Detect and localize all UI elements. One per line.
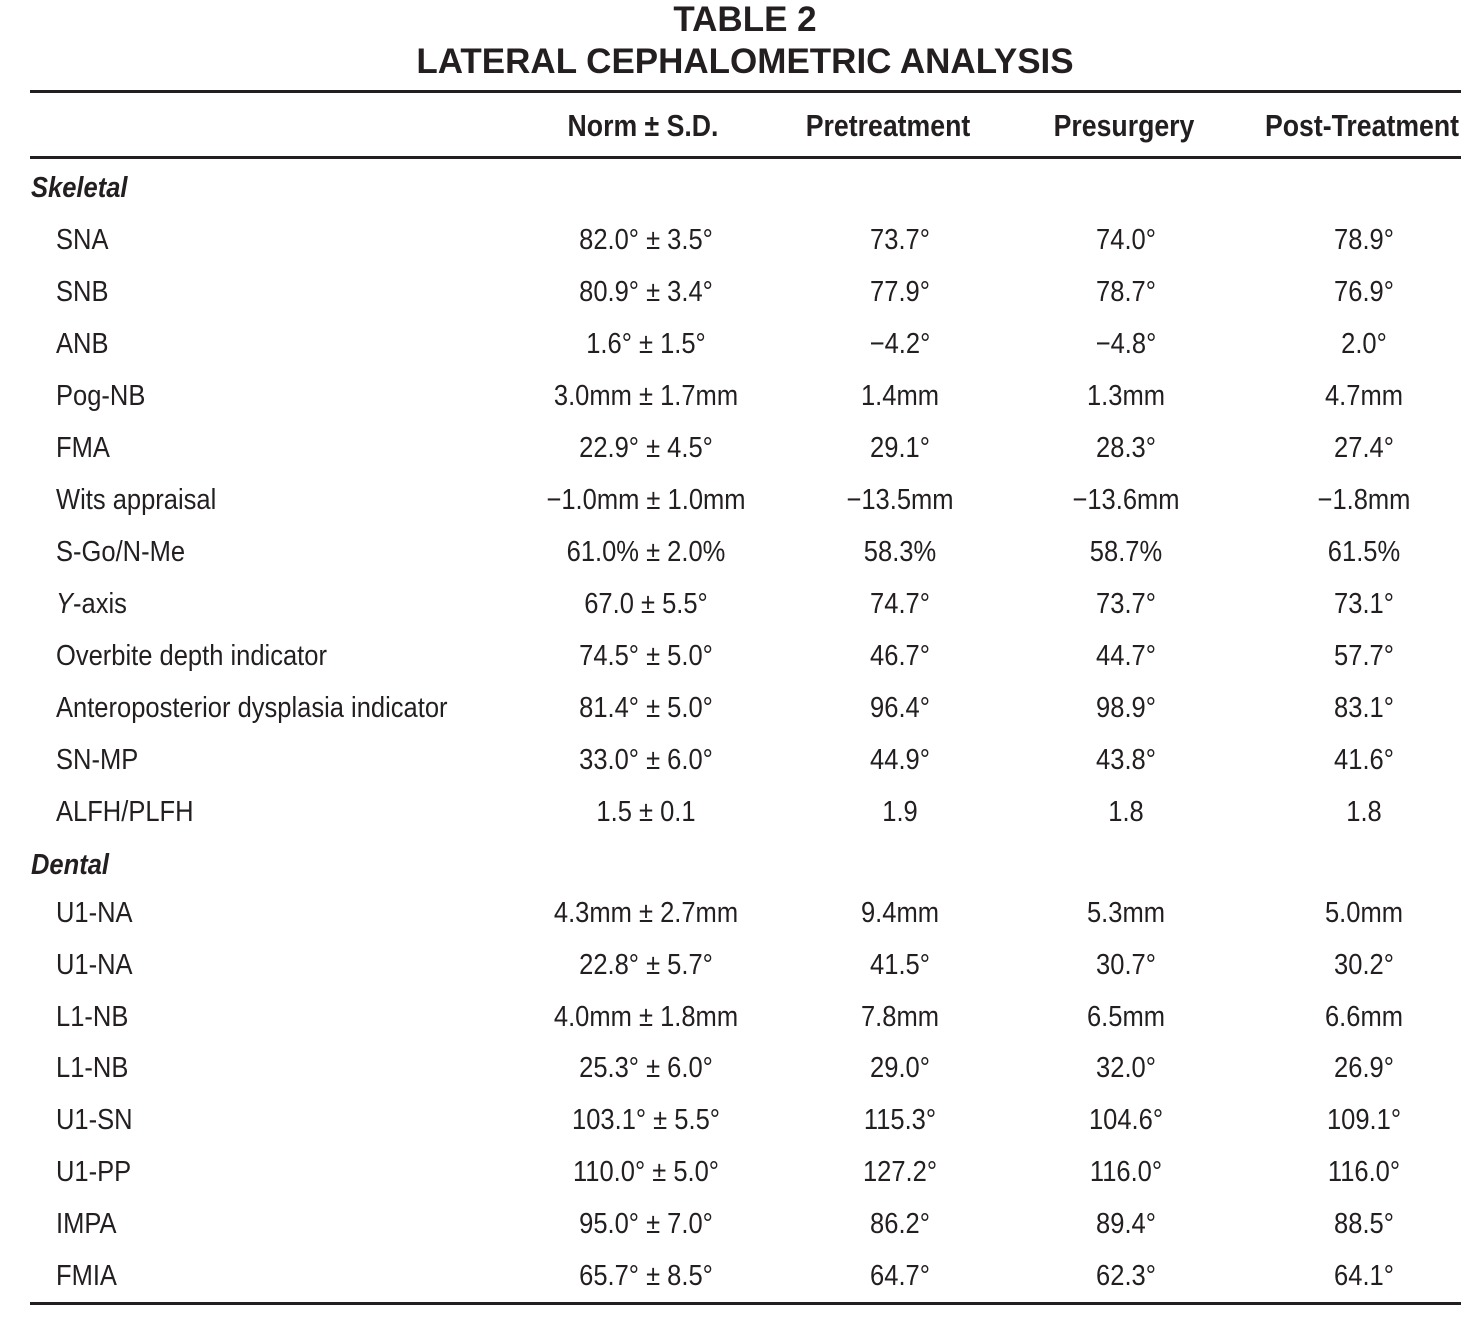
section-heading-dental: Dental	[31, 849, 110, 881]
cell-presurgery: 89.4°	[1096, 1208, 1156, 1240]
row-label: IMPA	[56, 1208, 117, 1240]
column-header-post-treatment: Post-Treatment	[1264, 108, 1460, 143]
cell-post-treatment: 2.0°	[1341, 328, 1387, 360]
row-label: S-Go/N-Me	[56, 536, 186, 568]
cell-presurgery: 32.0°	[1096, 1052, 1156, 1084]
cell-presurgery: −4.8°	[1095, 328, 1157, 360]
table-row	[0, 891, 1470, 935]
cell-presurgery: 30.7°	[1096, 949, 1156, 981]
cell-pretreatment: 1.4mm	[860, 380, 939, 412]
cell-pretreatment: 44.9°	[870, 744, 930, 776]
section-heading-skeletal: Skeletal	[31, 172, 128, 204]
cell-pretreatment: 7.8mm	[860, 1001, 939, 1033]
table-row	[0, 1046, 1470, 1090]
table-row	[0, 686, 1470, 730]
header-rule	[30, 156, 1461, 159]
cell-pretreatment: 58.3%	[863, 536, 937, 568]
cell-norm: 80.9° ± 3.4°	[579, 276, 713, 308]
table-row	[0, 374, 1470, 418]
cell-norm: 82.0° ± 3.5°	[579, 224, 713, 256]
cell-norm: 95.0° ± 7.0°	[579, 1208, 713, 1240]
row-label: Anteroposterior dysplasia indicator	[56, 692, 448, 724]
table-number: TABLE 2	[673, 0, 817, 39]
row-label-italic-prefix: Y	[56, 588, 74, 620]
cell-pretreatment: 41.5°	[870, 949, 930, 981]
cell-presurgery: 58.7%	[1089, 536, 1163, 568]
cell-pretreatment: 86.2°	[870, 1208, 930, 1240]
table-title: LATERAL CEPHALOMETRIC ANALYSIS	[416, 42, 1074, 81]
column-header-norm: Norm ± S.D.	[567, 108, 719, 143]
cell-pretreatment: 1.9	[882, 796, 918, 828]
cell-pretreatment: 29.0°	[870, 1052, 930, 1084]
row-label-suffix: -axis	[73, 588, 127, 620]
cell-presurgery: 104.6°	[1088, 1104, 1164, 1136]
table-row	[0, 790, 1470, 834]
row-label: ANB	[56, 328, 109, 360]
cell-post-treatment: 88.5°	[1334, 1208, 1394, 1240]
cell-norm: 61.0% ± 2.0%	[566, 536, 726, 568]
cell-pretreatment: 9.4mm	[860, 897, 939, 929]
table-row	[0, 218, 1470, 262]
row-label: L1-NB	[56, 1052, 129, 1084]
row-label: Overbite depth indicator	[56, 640, 327, 672]
cell-post-treatment: 26.9°	[1334, 1052, 1394, 1084]
cell-presurgery: 5.3mm	[1086, 897, 1165, 929]
cell-norm: 65.7° ± 8.5°	[579, 1260, 713, 1292]
cell-presurgery: 74.0°	[1096, 224, 1156, 256]
cell-post-treatment: 27.4°	[1334, 432, 1394, 464]
cell-post-treatment: 41.6°	[1334, 744, 1394, 776]
cell-norm: 1.6° ± 1.5°	[586, 328, 706, 360]
cell-norm: 25.3° ± 6.0°	[579, 1052, 713, 1084]
cell-presurgery: −13.6mm	[1072, 484, 1180, 516]
cell-post-treatment: −1.8mm	[1317, 484, 1411, 516]
cell-post-treatment: 1.8	[1346, 796, 1382, 828]
table-row	[0, 943, 1470, 987]
cell-post-treatment: 57.7°	[1334, 640, 1394, 672]
cell-post-treatment: 61.5%	[1327, 536, 1401, 568]
cell-norm: 22.9° ± 4.5°	[579, 432, 713, 464]
table-row	[0, 322, 1470, 366]
bottom-rule	[30, 1302, 1461, 1305]
cell-post-treatment: 30.2°	[1334, 949, 1394, 981]
row-label: SNB	[56, 276, 109, 308]
cell-norm: 74.5° ± 5.0°	[579, 640, 713, 672]
cell-pretreatment: 64.7°	[870, 1260, 930, 1292]
cell-norm: 67.0 ± 5.5°	[584, 588, 708, 620]
cell-post-treatment: 5.0mm	[1324, 897, 1403, 929]
row-label: FMA	[56, 432, 110, 464]
cell-norm: 4.3mm ± 2.7mm	[553, 897, 739, 929]
row-label: FMIA	[56, 1260, 117, 1292]
cell-pretreatment: −13.5mm	[846, 484, 954, 516]
table-row	[0, 478, 1470, 522]
cell-norm: 4.0mm ± 1.8mm	[553, 1001, 739, 1033]
cell-post-treatment: 4.7mm	[1324, 380, 1403, 412]
top-rule	[30, 90, 1461, 93]
row-label: U1-SN	[56, 1104, 133, 1136]
cell-pretreatment: 77.9°	[870, 276, 930, 308]
row-label: U1-NA	[56, 949, 133, 981]
row-label	[56, 582, 127, 626]
row-label: Pog-NB	[56, 380, 146, 412]
cell-presurgery: 78.7°	[1096, 276, 1156, 308]
cell-pretreatment: 74.7°	[870, 588, 930, 620]
table-row	[0, 634, 1470, 678]
cell-pretreatment: −4.2°	[869, 328, 931, 360]
row-label: SN-MP	[56, 744, 139, 776]
cell-post-treatment: 73.1°	[1334, 588, 1394, 620]
table-row	[0, 1254, 1470, 1298]
cell-norm: 3.0mm ± 1.7mm	[553, 380, 739, 412]
cell-post-treatment: 116.0°	[1327, 1156, 1401, 1188]
row-label: U1-PP	[56, 1156, 132, 1188]
table-row	[0, 1150, 1470, 1194]
cell-pretreatment: 46.7°	[870, 640, 930, 672]
cell-post-treatment: 78.9°	[1334, 224, 1394, 256]
row-label: L1-NB	[56, 1001, 129, 1033]
cell-presurgery: 1.8	[1108, 796, 1144, 828]
cell-presurgery: 116.0°	[1089, 1156, 1163, 1188]
cell-presurgery: 43.8°	[1096, 744, 1156, 776]
row-label: U1-NA	[56, 897, 133, 929]
cell-presurgery: 98.9°	[1096, 692, 1156, 724]
cell-presurgery: 1.3mm	[1086, 380, 1165, 412]
table-row	[0, 995, 1470, 1039]
cell-pretreatment: 29.1°	[870, 432, 930, 464]
cell-pretreatment: 127.2°	[862, 1156, 938, 1188]
cell-post-treatment: 109.1°	[1326, 1104, 1402, 1136]
cell-norm: 81.4° ± 5.0°	[579, 692, 713, 724]
cell-norm: 103.1° ± 5.5°	[572, 1104, 720, 1136]
table-row	[0, 1098, 1470, 1142]
cell-presurgery: 6.5mm	[1086, 1001, 1165, 1033]
column-header-presurgery: Presurgery	[1053, 108, 1195, 143]
cell-presurgery: 73.7°	[1096, 588, 1156, 620]
row-label: SNA	[56, 224, 109, 256]
cell-norm: 110.0° ± 5.0°	[572, 1156, 720, 1188]
table-row	[0, 738, 1470, 782]
cell-pretreatment: 115.3°	[863, 1104, 937, 1136]
table-row	[0, 426, 1470, 470]
cell-norm: −1.0mm ± 1.0mm	[546, 484, 746, 516]
cell-presurgery: 44.7°	[1096, 640, 1156, 672]
table-row	[0, 1202, 1470, 1246]
cell-pretreatment: 73.7°	[870, 224, 930, 256]
cell-norm: 22.8° ± 5.7°	[579, 949, 713, 981]
row-label: ALFH/PLFH	[56, 796, 194, 828]
cell-post-treatment: 76.9°	[1334, 276, 1394, 308]
table-row	[0, 530, 1470, 574]
cell-presurgery: 28.3°	[1096, 432, 1156, 464]
cell-post-treatment: 6.6mm	[1324, 1001, 1403, 1033]
table-row	[0, 270, 1470, 314]
column-header-pretreatment: Pretreatment	[805, 108, 971, 143]
cell-norm: 1.5 ± 0.1	[596, 796, 696, 828]
row-label: Wits appraisal	[56, 484, 217, 516]
cell-pretreatment: 96.4°	[870, 692, 930, 724]
cell-presurgery: 62.3°	[1096, 1260, 1156, 1292]
table-row	[0, 582, 1470, 626]
cell-post-treatment: 83.1°	[1334, 692, 1394, 724]
cell-norm: 33.0° ± 6.0°	[579, 744, 713, 776]
cell-post-treatment: 64.1°	[1334, 1260, 1394, 1292]
